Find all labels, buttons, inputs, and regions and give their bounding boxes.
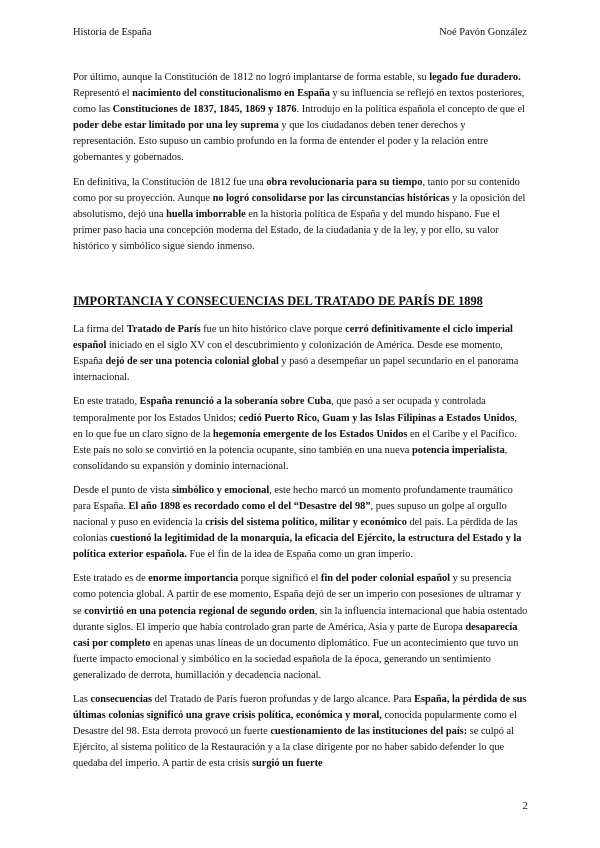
bold-text: potencia imperialista bbox=[411, 444, 505, 456]
bold-text: Tratado de París bbox=[126, 324, 201, 336]
text-run: Las bbox=[73, 694, 91, 705]
bold-text: cedió Puerto Rico, Guam y las Islas Filipinas a Estados Unidos bbox=[238, 412, 515, 424]
document-body bbox=[73, 70, 528, 780]
text-run: Desde el punto de vista bbox=[73, 484, 173, 496]
paragraph bbox=[73, 394, 528, 474]
bold-text: cuestionó la legitimidad de la monarquía, la eficacia del Ejército, la estructura del Estado y la política exterior española. bbox=[73, 533, 522, 561]
bold-text: Constituciones de 1837, 1845, 1869 y 1876 bbox=[112, 104, 297, 116]
text-run: del país. La pérdida de las colonias bbox=[73, 517, 518, 545]
section-intro bbox=[73, 70, 528, 255]
bold-text: hegemonía emergente de los Estados Unidos bbox=[212, 428, 408, 440]
text-run: iniciado en el siglo XV con el descubrimiento y colonización de América. Desde ese momento, España bbox=[73, 340, 503, 368]
text-run: , pues supuso un golpe al orgullo nacional y puso en evidencia la bbox=[73, 500, 507, 529]
text-run: , este hecho marcó un momento profundamente traumático para España. bbox=[73, 484, 513, 512]
text-run: en apenas unas líneas de un documento diplomático. Fue un acontecimiento que tuvo un fuerte impacto emocional y simbólico en la sociedad española de la época, generando un sentimiento generalizado de derrota, humillación y decadencia nacional. bbox=[73, 637, 519, 681]
bold-text: no logró consolidarse por las circunstancias históricas bbox=[212, 192, 450, 204]
header-author: Noé Pavón González bbox=[439, 27, 527, 38]
bold-text: El año 1898 es recordado como el del “Desastre del 98” bbox=[128, 500, 371, 512]
bold-text: poder debe estar limitado por una ley suprema bbox=[73, 120, 279, 132]
paragraph bbox=[73, 571, 528, 684]
bold-text: España, la pérdida de sus últimas colonias significó una grave crisis política, económica y moral, bbox=[73, 694, 527, 722]
bold-text: convirtió en una potencia regional de segundo orden bbox=[84, 605, 315, 617]
paragraph bbox=[73, 322, 528, 386]
paragraph bbox=[73, 175, 528, 255]
text-run: y la oposición del absolutismo, dejó una bbox=[73, 192, 526, 220]
bold-text: legado fue duradero. bbox=[429, 72, 521, 83]
text-run: , consolidando su expansión y dominio internacional. bbox=[73, 444, 508, 472]
bold-text: huella imborrable bbox=[166, 208, 246, 220]
text-run: fue un hito histórico clave porque bbox=[200, 324, 346, 336]
text-run: , sin la influencia internacional que había ostentado durante siglos. El imperio que había controlado gran parte de América, Asia y parte de Europa bbox=[73, 605, 528, 633]
bold-text: desaparecía casi por completo bbox=[73, 621, 518, 649]
text-run: , en lo que fue un claro signo de la bbox=[73, 412, 517, 440]
page-header bbox=[73, 26, 527, 40]
text-run: Fue el fin de la idea de España como un gran imperio. bbox=[186, 549, 413, 561]
bold-text: enorme importancia bbox=[148, 573, 239, 585]
text-run: del Tratado de París fueron profundas y de largo alcance. Para bbox=[152, 694, 415, 705]
bold-text: obra revolucionaria para su tiempo bbox=[266, 176, 423, 188]
text-run: y su presencia como potencia global. A partir de ese momento, España dejó de ser un imperio con posesiones de ultramar y se bbox=[73, 573, 522, 617]
text-run: y su influencia se reflejó en textos posteriores, como las bbox=[73, 88, 525, 116]
bold-text: consecuencias bbox=[90, 694, 153, 705]
text-run: conocida popularmente como el Desastre del 98. Esta derrota provocó un fuerte bbox=[73, 710, 517, 738]
text-run: se culpó al Ejército, al sistema político de la Restauración y a la clase dirigente por no haber sabido defender lo que quedaba del imperio. A partir de esta crisis bbox=[73, 726, 514, 770]
page-number: 2 bbox=[522, 800, 528, 812]
paragraph bbox=[73, 70, 528, 167]
text-run: Representó el bbox=[73, 88, 133, 100]
text-run: Este tratado es de bbox=[73, 573, 149, 585]
text-run: , que pasó a ser ocupada y controlada temporalmente por los Estados Unidos; bbox=[73, 396, 486, 424]
bold-text: simbólico y emocional bbox=[172, 484, 270, 496]
section-heading: IMPORTANCIA Y CONSECUENCIAS DEL TRATADO DE PARÍS DE 1898 bbox=[73, 294, 483, 309]
text-run: y que los ciudadanos deben tener derechos y representación. Esto supuso un cambio profundo en la forma de entender el poder y la relación entre gobernantes y gobernados. bbox=[73, 120, 489, 164]
bold-text: crisis del sistema político, militar y económico bbox=[205, 517, 407, 529]
bold-text: cerró definitivamente el ciclo imperial español bbox=[73, 324, 513, 352]
bold-text: cuestionamiento de las instituciones del país: bbox=[270, 726, 468, 738]
bold-text: dejó de ser una potencia colonial global bbox=[105, 356, 279, 368]
paragraph bbox=[73, 692, 528, 772]
header-subject: Historia de España bbox=[73, 27, 152, 38]
paragraph bbox=[73, 483, 528, 563]
text-run: en la historia política de España y del mundo hispano. Fue el primer paso hacia una concepción moderna del Estado, de la ciudadanía y de la ley, y por ello, su valor histórico y simbólico sigue siendo inmenso. bbox=[73, 208, 500, 252]
text-run: en el Caribe y el Pacífico. Este país no solo se convirtió en la potencia ocupante, sino también en una nueva bbox=[73, 428, 517, 456]
bold-text: fin del poder colonial español bbox=[320, 573, 451, 585]
text-run: Por último, aunque la Constitución de 1812 no logró implantarse de forma estable, su bbox=[73, 72, 430, 83]
bold-text: nacimiento del constitucionalismo en España bbox=[132, 88, 330, 100]
section-treaty bbox=[73, 322, 528, 772]
bold-text: España renunció a la soberanía sobre Cuba bbox=[139, 396, 332, 408]
text-run: En definitiva, la Constitución de 1812 fue una bbox=[73, 176, 267, 188]
text-run: y pasó a desempeñar un papel secundario en el panorama internacional. bbox=[73, 356, 519, 384]
text-run: . Introdujo en la política española el concepto de que el bbox=[296, 104, 525, 116]
text-run: La firma del bbox=[73, 324, 127, 336]
text-run: porque significó el bbox=[238, 573, 321, 585]
text-run: , tanto por su contenido como por su proyección. Aunque bbox=[73, 176, 520, 204]
text-run: En este tratado, bbox=[73, 396, 140, 408]
bold-text: surgió un fuerte bbox=[251, 758, 323, 770]
